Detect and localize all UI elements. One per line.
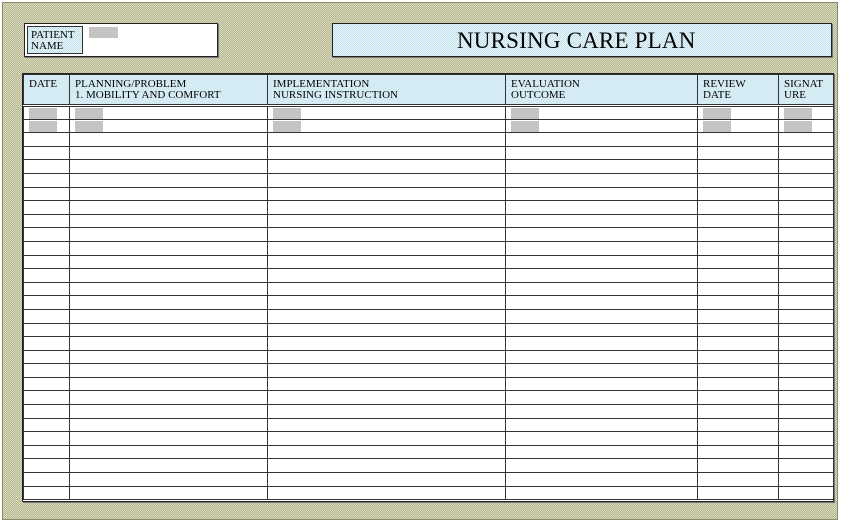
table-row — [24, 486, 834, 500]
cell-review[interactable] — [698, 486, 779, 500]
cell-planning[interactable] — [70, 106, 268, 120]
cell-review[interactable] — [698, 296, 779, 310]
table-row — [24, 106, 834, 120]
column-header-implementation: IMPLEMENTATION NURSING INSTRUCTION — [268, 75, 506, 106]
cell-implementation[interactable] — [268, 282, 506, 296]
cell-date[interactable] — [24, 133, 70, 147]
cell-evaluation[interactable] — [506, 173, 698, 187]
table-row — [24, 418, 834, 432]
cell-date[interactable] — [24, 187, 70, 201]
cell-evaluation[interactable] — [506, 337, 698, 351]
cell-review[interactable] — [698, 391, 779, 405]
cell-date[interactable] — [24, 309, 70, 323]
cell-review[interactable] — [698, 364, 779, 378]
cell-evaluation[interactable] — [506, 133, 698, 147]
table-row — [24, 337, 834, 351]
cell-review[interactable] — [698, 214, 779, 228]
cell-signature[interactable] — [779, 364, 834, 378]
cell-signature[interactable] — [779, 214, 834, 228]
table-row — [24, 377, 834, 391]
table-row — [24, 228, 834, 242]
table-row — [24, 432, 834, 446]
cell-planning[interactable] — [70, 133, 268, 147]
cell-implementation[interactable] — [268, 459, 506, 473]
column-header-date: DATE — [24, 75, 70, 106]
cell-signature[interactable] — [779, 309, 834, 323]
cell-date[interactable] — [24, 350, 70, 364]
cell-date[interactable] — [24, 173, 70, 187]
cell-date[interactable] — [24, 119, 70, 133]
table-row — [24, 133, 834, 147]
cell-implementation[interactable] — [268, 364, 506, 378]
table-row — [24, 391, 834, 405]
cell-planning[interactable] — [70, 119, 268, 133]
cell-planning[interactable] — [70, 486, 268, 500]
column-header-review-date: REVIEW DATE — [698, 75, 779, 106]
cell-signature[interactable] — [779, 296, 834, 310]
cell-planning[interactable] — [70, 255, 268, 269]
cell-review[interactable] — [698, 282, 779, 296]
table-row — [24, 350, 834, 364]
cell-signature[interactable] — [779, 187, 834, 201]
cell-planning[interactable] — [70, 173, 268, 187]
cell-planning[interactable] — [70, 350, 268, 364]
cell-signature[interactable] — [779, 486, 834, 500]
redacted-entry — [75, 108, 103, 119]
column-header-planning: PLANNING/PROBLEM 1. MOBILITY AND COMFORT — [70, 75, 268, 106]
table-row — [24, 119, 834, 133]
cell-signature[interactable] — [779, 337, 834, 351]
cell-implementation[interactable] — [268, 405, 506, 419]
redacted-entry — [511, 108, 539, 119]
table-row — [24, 459, 834, 473]
cell-planning[interactable] — [70, 296, 268, 310]
patient-name-redacted — [89, 27, 118, 38]
patient-name-box — [24, 23, 218, 57]
cell-evaluation[interactable] — [506, 282, 698, 296]
cell-date[interactable] — [24, 282, 70, 296]
cell-planning[interactable] — [70, 201, 268, 215]
cell-implementation[interactable] — [268, 228, 506, 242]
table-row — [24, 269, 834, 283]
cell-review[interactable] — [698, 146, 779, 160]
cell-signature[interactable] — [779, 255, 834, 269]
cell-implementation[interactable] — [268, 309, 506, 323]
redacted-entry — [703, 108, 731, 119]
cell-review[interactable] — [698, 459, 779, 473]
redacted-entry — [784, 108, 812, 119]
cell-date[interactable] — [24, 459, 70, 473]
cell-review[interactable] — [698, 418, 779, 432]
cell-signature[interactable] — [779, 201, 834, 215]
cell-implementation[interactable] — [268, 391, 506, 405]
cell-implementation[interactable] — [268, 255, 506, 269]
cell-planning[interactable] — [70, 377, 268, 391]
table-row — [24, 255, 834, 269]
cell-signature[interactable] — [779, 241, 834, 255]
cell-planning[interactable] — [70, 269, 268, 283]
cell-date[interactable] — [24, 364, 70, 378]
cell-implementation[interactable] — [268, 473, 506, 487]
cell-signature[interactable] — [779, 350, 834, 364]
cell-implementation[interactable] — [268, 173, 506, 187]
cell-planning[interactable] — [70, 337, 268, 351]
cell-evaluation[interactable] — [506, 364, 698, 378]
page-title: NURSING CARE PLAN — [457, 28, 696, 53]
table-body — [24, 106, 834, 500]
care-plan-sheet — [2, 2, 838, 520]
cell-implementation[interactable] — [268, 337, 506, 351]
cell-review[interactable] — [698, 323, 779, 337]
column-header-evaluation: EVALUATION OUTCOME — [506, 75, 698, 106]
cell-date[interactable] — [24, 296, 70, 310]
title-box — [332, 23, 832, 57]
cell-signature[interactable] — [779, 323, 834, 337]
cell-review[interactable] — [698, 160, 779, 174]
cell-date[interactable] — [24, 241, 70, 255]
cell-evaluation[interactable] — [506, 405, 698, 419]
cell-date[interactable] — [24, 201, 70, 215]
table-row — [24, 201, 834, 215]
table-row — [24, 214, 834, 228]
patient-label-line2: NAME — [31, 40, 64, 52]
cell-planning[interactable] — [70, 445, 268, 459]
table-row — [24, 405, 834, 419]
cell-signature[interactable] — [779, 146, 834, 160]
cell-implementation[interactable] — [268, 146, 506, 160]
cell-implementation[interactable] — [268, 486, 506, 500]
cell-review[interactable] — [698, 432, 779, 446]
cell-review[interactable] — [698, 228, 779, 242]
cell-date[interactable] — [24, 228, 70, 242]
cell-date[interactable] — [24, 432, 70, 446]
redacted-entry — [29, 121, 57, 132]
cell-date[interactable] — [24, 391, 70, 405]
cell-signature[interactable] — [779, 282, 834, 296]
cell-review[interactable] — [698, 405, 779, 419]
cell-review[interactable] — [698, 350, 779, 364]
cell-signature[interactable] — [779, 173, 834, 187]
cell-evaluation[interactable] — [506, 473, 698, 487]
cell-planning[interactable] — [70, 282, 268, 296]
cell-review[interactable] — [698, 255, 779, 269]
cell-review[interactable] — [698, 241, 779, 255]
cell-review[interactable] — [698, 377, 779, 391]
cell-signature[interactable] — [779, 377, 834, 391]
cell-planning[interactable] — [70, 309, 268, 323]
table-row — [24, 296, 834, 310]
cell-evaluation[interactable] — [506, 228, 698, 242]
table-row — [24, 173, 834, 187]
cell-planning[interactable] — [70, 323, 268, 337]
cell-evaluation[interactable] — [506, 241, 698, 255]
cell-evaluation[interactable] — [506, 309, 698, 323]
redacted-entry — [784, 121, 812, 132]
cell-date[interactable] — [24, 445, 70, 459]
redacted-entry — [703, 121, 731, 132]
cell-signature[interactable] — [779, 405, 834, 419]
cell-review[interactable] — [698, 106, 779, 120]
cell-date[interactable] — [24, 405, 70, 419]
cell-implementation[interactable] — [268, 106, 506, 120]
cell-implementation[interactable] — [268, 119, 506, 133]
cell-review[interactable] — [698, 187, 779, 201]
cell-date[interactable] — [24, 146, 70, 160]
cell-evaluation[interactable] — [506, 350, 698, 364]
cell-date[interactable] — [24, 323, 70, 337]
cell-date[interactable] — [24, 377, 70, 391]
cell-review[interactable] — [698, 173, 779, 187]
cell-implementation[interactable] — [268, 445, 506, 459]
cell-review[interactable] — [698, 119, 779, 133]
cell-signature[interactable] — [779, 473, 834, 487]
cell-date[interactable] — [24, 106, 70, 120]
cell-implementation[interactable] — [268, 160, 506, 174]
cell-planning[interactable] — [70, 432, 268, 446]
care-plan-table-wrapper — [22, 73, 834, 502]
cell-date[interactable] — [24, 473, 70, 487]
cell-implementation[interactable] — [268, 214, 506, 228]
cell-review[interactable] — [698, 269, 779, 283]
table-row — [24, 187, 834, 201]
cell-signature[interactable] — [779, 418, 834, 432]
cell-review[interactable] — [698, 445, 779, 459]
cell-planning[interactable] — [70, 459, 268, 473]
cell-signature[interactable] — [779, 269, 834, 283]
cell-signature[interactable] — [779, 432, 834, 446]
cell-signature[interactable] — [779, 133, 834, 147]
redacted-entry — [29, 108, 57, 119]
cell-evaluation[interactable] — [506, 119, 698, 133]
cell-evaluation[interactable] — [506, 187, 698, 201]
patient-name-label — [27, 26, 83, 54]
cell-date[interactable] — [24, 337, 70, 351]
cell-date[interactable] — [24, 418, 70, 432]
table-row — [24, 364, 834, 378]
cell-evaluation[interactable] — [506, 160, 698, 174]
cell-date[interactable] — [24, 214, 70, 228]
table-row — [24, 282, 834, 296]
cell-evaluation[interactable] — [506, 459, 698, 473]
cell-evaluation[interactable] — [506, 391, 698, 405]
cell-evaluation[interactable] — [506, 296, 698, 310]
cell-implementation[interactable] — [268, 269, 506, 283]
care-plan-table — [23, 74, 834, 500]
cell-evaluation[interactable] — [506, 255, 698, 269]
cell-review[interactable] — [698, 133, 779, 147]
redacted-entry — [273, 108, 301, 119]
cell-signature[interactable] — [779, 160, 834, 174]
cell-evaluation[interactable] — [506, 146, 698, 160]
table-header-row — [24, 75, 834, 106]
cell-evaluation[interactable] — [506, 432, 698, 446]
cell-planning[interactable] — [70, 214, 268, 228]
cell-evaluation[interactable] — [506, 445, 698, 459]
cell-planning[interactable] — [70, 391, 268, 405]
cell-planning[interactable] — [70, 160, 268, 174]
cell-implementation[interactable] — [268, 377, 506, 391]
cell-review[interactable] — [698, 337, 779, 351]
cell-evaluation[interactable] — [506, 323, 698, 337]
cell-date[interactable] — [24, 160, 70, 174]
cell-signature[interactable] — [779, 391, 834, 405]
table-row — [24, 241, 834, 255]
cell-evaluation[interactable] — [506, 418, 698, 432]
cell-date[interactable] — [24, 486, 70, 500]
cell-signature[interactable] — [779, 445, 834, 459]
cell-planning[interactable] — [70, 146, 268, 160]
cell-signature[interactable] — [779, 119, 834, 133]
cell-implementation[interactable] — [268, 133, 506, 147]
cell-implementation[interactable] — [268, 296, 506, 310]
table-row — [24, 146, 834, 160]
cell-implementation[interactable] — [268, 323, 506, 337]
cell-implementation[interactable] — [268, 187, 506, 201]
cell-review[interactable] — [698, 473, 779, 487]
cell-planning[interactable] — [70, 418, 268, 432]
cell-evaluation[interactable] — [506, 377, 698, 391]
redacted-entry — [511, 121, 539, 132]
cell-evaluation[interactable] — [506, 201, 698, 215]
cell-review[interactable] — [698, 309, 779, 323]
redacted-entry — [75, 121, 103, 132]
table-row — [24, 309, 834, 323]
table-row — [24, 445, 834, 459]
patient-label-line1: PATIENT — [31, 29, 75, 41]
cell-evaluation[interactable] — [506, 214, 698, 228]
cell-signature[interactable] — [779, 459, 834, 473]
cell-implementation[interactable] — [268, 418, 506, 432]
cell-signature[interactable] — [779, 106, 834, 120]
cell-implementation[interactable] — [268, 201, 506, 215]
table-row — [24, 323, 834, 337]
cell-review[interactable] — [698, 201, 779, 215]
cell-date[interactable] — [24, 269, 70, 283]
cell-planning[interactable] — [70, 241, 268, 255]
cell-evaluation[interactable] — [506, 269, 698, 283]
cell-planning[interactable] — [70, 364, 268, 378]
cell-date[interactable] — [24, 255, 70, 269]
table-row — [24, 160, 834, 174]
cell-signature[interactable] — [779, 228, 834, 242]
cell-implementation[interactable] — [268, 241, 506, 255]
redacted-entry — [273, 121, 301, 132]
cell-planning[interactable] — [70, 473, 268, 487]
cell-evaluation[interactable] — [506, 106, 698, 120]
cell-planning[interactable] — [70, 405, 268, 419]
cell-implementation[interactable] — [268, 350, 506, 364]
table-row — [24, 473, 834, 487]
cell-planning[interactable] — [70, 228, 268, 242]
cell-planning[interactable] — [70, 187, 268, 201]
cell-evaluation[interactable] — [506, 486, 698, 500]
column-header-signature: SIGNAT URE — [779, 75, 834, 106]
cell-implementation[interactable] — [268, 432, 506, 446]
